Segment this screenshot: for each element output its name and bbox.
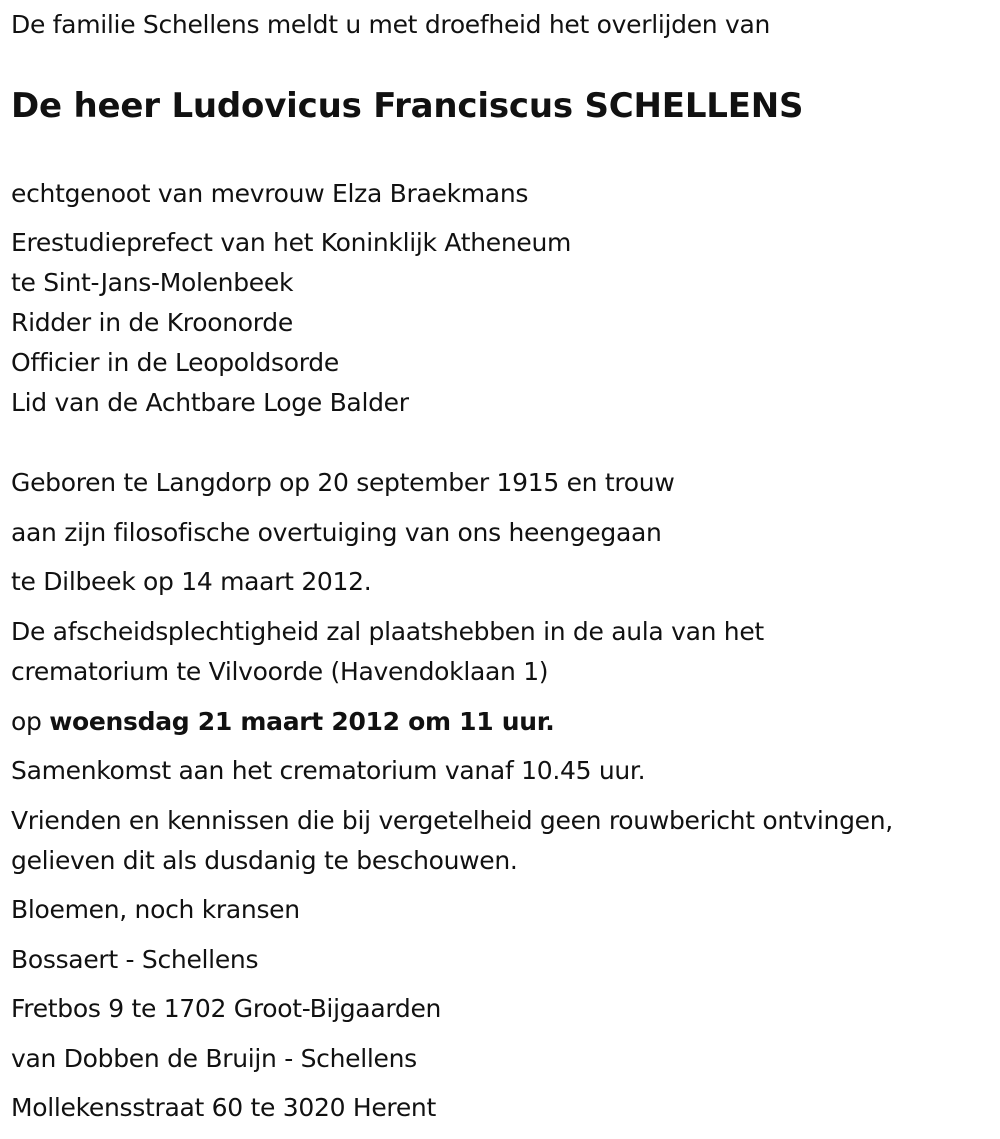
title-line: Ridder in de Kroonorde [11, 308, 293, 337]
title-line: te Sint-Jans-Molenbeek [11, 268, 294, 297]
address-line: Bossaert - Schellens [11, 945, 259, 974]
ceremony-line: crematorium te Vilvoorde (Havendoklaan 1) [11, 657, 549, 686]
birth-line: aan zijn filosofische overtuiging van ons heengegaan [11, 518, 662, 547]
deceased-name: De heer Ludovicus Franciscus SCHELLENS [11, 86, 804, 126]
birth-line: Geboren te Langdorp op 20 september 1915 en trouw [11, 468, 675, 497]
flowers-text: Bloemen, noch kransen [11, 895, 300, 924]
spouse-text: echtgenoot van mevrouw Elza Braekmans [11, 179, 529, 208]
ceremony-date-line [11, 707, 554, 737]
title-line: Lid van de Achtbare Loge Balder [11, 388, 409, 417]
address-line: Fretbos 9 te 1702 Groot-Bijgaarden [11, 994, 442, 1023]
friends-line: Vrienden en kennissen die bij vergetelheid geen rouwbericht ontvingen, [11, 806, 893, 835]
friends-line: gelieven dit als dusdanig te beschouwen. [11, 846, 518, 875]
birth-line: te Dilbeek op 14 maart 2012. [11, 567, 372, 596]
title-line: Officier in de Leopoldsorde [11, 348, 339, 377]
ceremony-date-prefix: op [11, 707, 50, 736]
address-line: van Dobben de Bruijn - Schellens [11, 1044, 417, 1073]
intro-text: De familie Schellens meldt u met droefheid het overlijden van [11, 10, 771, 39]
ceremony-line: De afscheidsplechtigheid zal plaatshebben in de aula van het [11, 617, 764, 646]
ceremony-date: woensdag 21 maart 2012 om 11 uur. [49, 707, 555, 736]
gathering-text: Samenkomst aan het crematorium vanaf 10.45 uur. [11, 756, 646, 785]
address-line: Mollekensstraat 60 te 3020 Herent [11, 1093, 436, 1122]
title-line: Erestudieprefect van het Koninklijk Atheneum [11, 228, 572, 257]
